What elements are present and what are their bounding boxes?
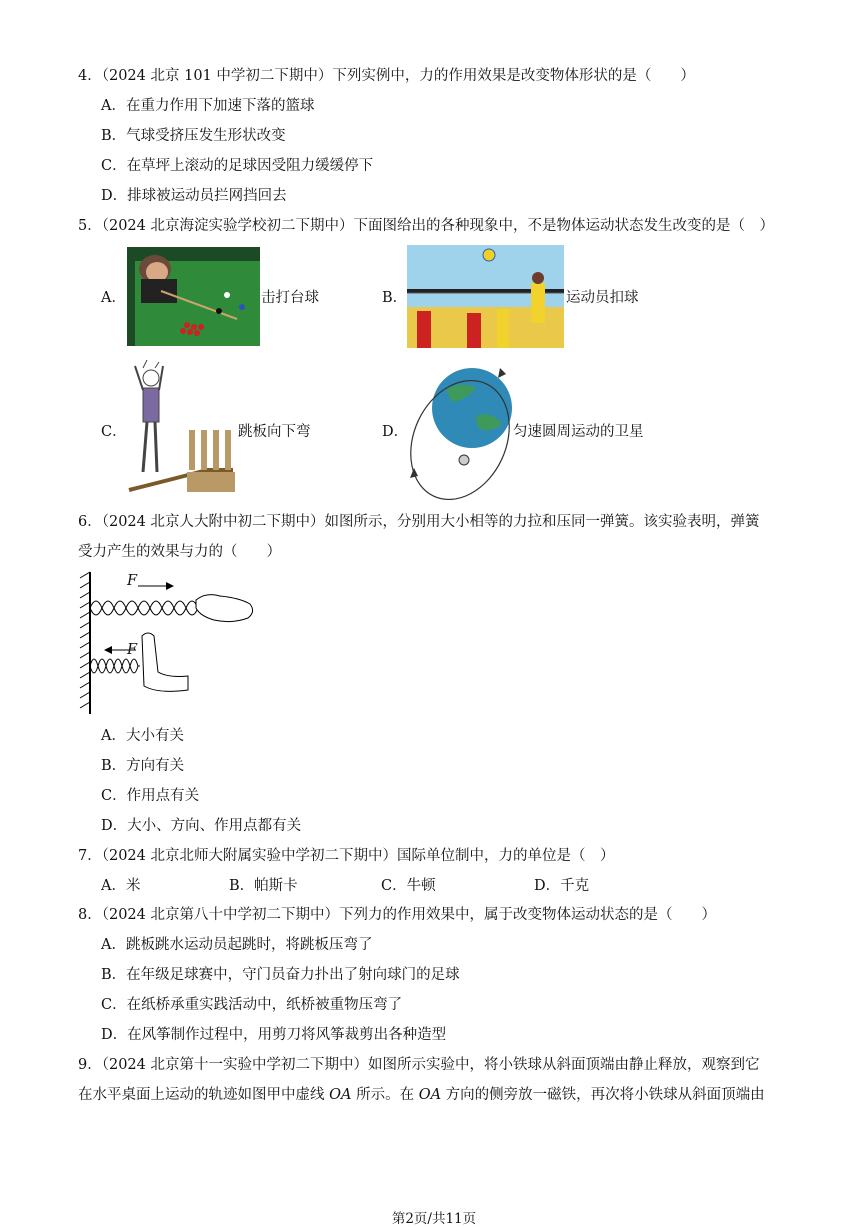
q5-option-b-letter: B． [382,290,408,306]
q6-stem-line1: 6．（2024 北京人大附中初二下期中）如图所示，分别用大小相等的力拉和压同一弹簧。该实验表明，弹簧 [78,514,760,530]
q5-option-c-letter: C． [101,424,127,440]
q5-stem: 5．（2024 北京海淀实验学校初二下期中）下面图给出的各种现象中，不是物体运动状态发生改变的是（ ） [78,218,774,234]
q8-option-c: C．在纸桥承重实践活动中，纸桥被重物压弯了 [101,997,403,1013]
earth-satellite-figure [406,360,514,500]
q5-option-d-letter: D． [382,424,409,440]
q6-option-c: C．作用点有关 [101,788,200,804]
q7-option-a: A．米 [101,878,141,894]
q7-stem: 7．（2024 北京北师大附属实验中学初二下期中）国际单位制中，力的单位是（ ） [78,848,615,864]
force-label-pull: F [127,573,138,589]
volleyball-photo [407,245,564,348]
page-footer: 第2页/共11页 [391,1211,477,1227]
q6-option-d: D．大小、方向、作用点都有关 [101,818,302,834]
q5-option-a-caption: 击打台球 [261,290,319,306]
q8-option-a: A．跳板跳水运动员起跳时，将跳板压弯了 [101,937,373,953]
q8-stem: 8．（2024 北京第八十中学初二下期中）下列力的作用效果中，属于改变物体运动状态的是（ ） [78,907,716,923]
q5-option-a-letter: A． [101,290,126,306]
q6-option-a: A．大小有关 [101,728,184,744]
q4-option-c: C．在草坪上滚动的足球因受阻力缓缓停下 [101,158,374,174]
spring-experiment-figure [78,570,258,716]
q4-stem: 4．（2024 北京 101 中学初二下期中）下列实例中，力的作用效果是改变物体形状的是（ ） [78,68,695,84]
q7-option-c: C．牛顿 [381,878,436,894]
q4-option-a: A．在重力作用下加速下落的篮球 [101,98,315,114]
diving-board-figure [127,360,237,495]
q8-option-b: B．在年级足球赛中，守门员奋力扑出了射向球门的足球 [101,967,460,983]
q4-option-b: B．气球受挤压发生形状改变 [101,128,286,144]
q9-line2: 在水平桌面上运动的轨迹如图甲中虚线 OA 所示。在 OA 方向的侧旁放一磁铁，再次将小铁球从斜面顶端由 [78,1087,765,1103]
q6-option-b: B．方向有关 [101,758,185,774]
q5-option-b-caption: 运动员扣球 [566,290,639,306]
force-label-push: F [127,642,138,658]
q5-option-c-caption: 跳板向下弯 [238,424,311,440]
q5-option-d-caption: 匀速圆周运动的卫星 [513,424,644,440]
q7-option-b: B．帕斯卡 [229,878,298,894]
q7-option-d: D．千克 [534,878,590,894]
q4-option-d: D．排球被运动员拦网挡回去 [101,188,287,204]
billiards-photo [127,247,260,346]
q8-option-d: D．在风筝制作过程中，用剪刀将风筝裁剪出各种造型 [101,1027,447,1043]
q9-line1: 9．（2024 北京第十一实验中学初二下期中）如图所示实验中，将小铁球从斜面顶端由静止释放，观察到它 [78,1057,760,1073]
q6-stem-line2: 受力产生的效果与力的（ ） [78,544,281,560]
